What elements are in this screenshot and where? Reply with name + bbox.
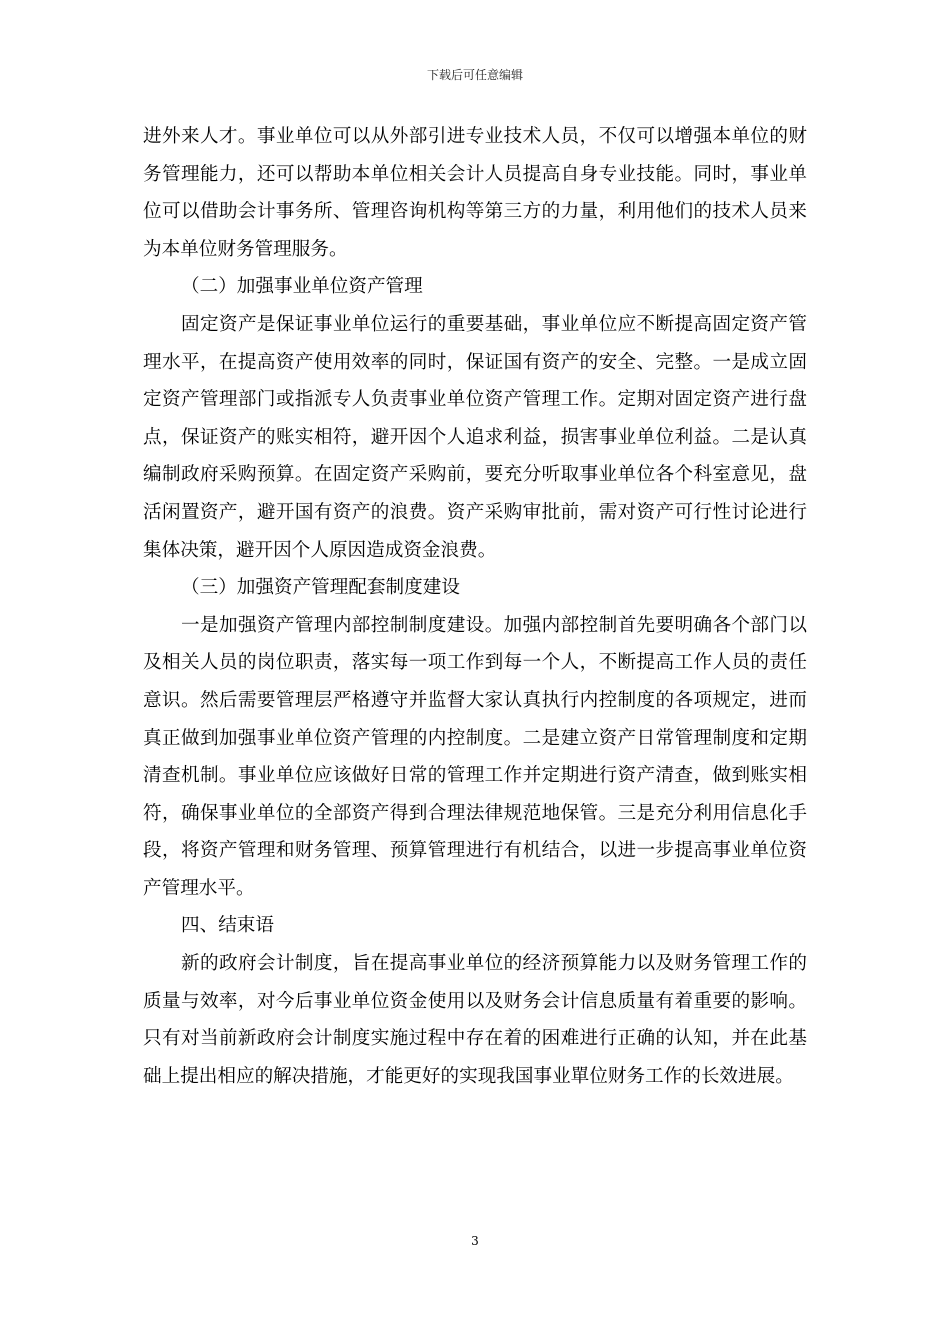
section-heading-3: （三）加强资产管理配套制度建设 xyxy=(181,577,460,599)
document-body xyxy=(143,118,807,1095)
section-heading-2: （二）加强事业单位资产管理 xyxy=(181,276,423,298)
paragraph-fixed-assets: 固定资产是保证事业单位运行的重要基础，事业单位应不断提高固定资产管理水平，在提高资产使用效率的同时，保证国有资产的安全、完整。一是成立固定资产管理部门或指派专人负责事业单位资产管理工作。定期对固定资产进行盘点，保证资产的账实相符，避开因个人追求利益，损害事业单位利益。二是认真编制政府采购预算。在固定资产采购前，要充分听取事业单位各个科室意见，盘活闲置资产，避开国有资产的浪费。资产采购审批前，需对资产可行性讨论进行集体决策，避开因个人原因造成资金浪费。 xyxy=(143,313,807,561)
paragraph-conclusion: 新的政府会计制度，旨在提高事业单位的经济预算能力以及财务管理工作的质量与效率，对今后事业单位资金使用以及财务会计信息质量有着重要的影响。只有对当前新政府会计制度实施过程中存在着的困难进行正确的认知，并在此基础上提出相应的解决措施，才能更好的实现我国事业單位财务工作的长效进展。 xyxy=(143,953,807,1087)
paragraph-internal-control: 一是加强资产管理内部控制制度建设。加强内部控制首先要明确各个部门以及相关人员的岗位职责，落实每一项工作到每一个人，不断提高工作人员的责任意识。然后需要管理层严格遵守并监督大家认真执行内控制度的各项规定，进而真正做到加强事业单位资产管理的内控制度。二是建立资产日常管理制度和定期清查机制。事业单位应该做好日常的管理工作并定期进行资产清查，做到账实相符，确保事业单位的全部资产得到合理法律规范地保管。三是充分利用信息化手段，将资产管理和财务管理、预算管理进行有机结合，以进一步提高事业单位资产管理水平。 xyxy=(143,614,807,899)
page-header-note: 下载后可任意编辑 xyxy=(426,68,523,82)
section-heading-conclusion: 四、结束语 xyxy=(181,915,274,937)
page-number: 3 xyxy=(471,1234,479,1248)
paragraph-continuation: 进外来人才。事业单位可以从外部引进专业技术人员，不仅可以增强本单位的财务管理能力，还可以帮助本单位相关会计人员提高自身专业技能。同时，事业单位可以借助会计事务所、管理咨询机构等第三方的力量，利用他们的技术人员来为本单位财务管理服务。 xyxy=(143,126,807,260)
